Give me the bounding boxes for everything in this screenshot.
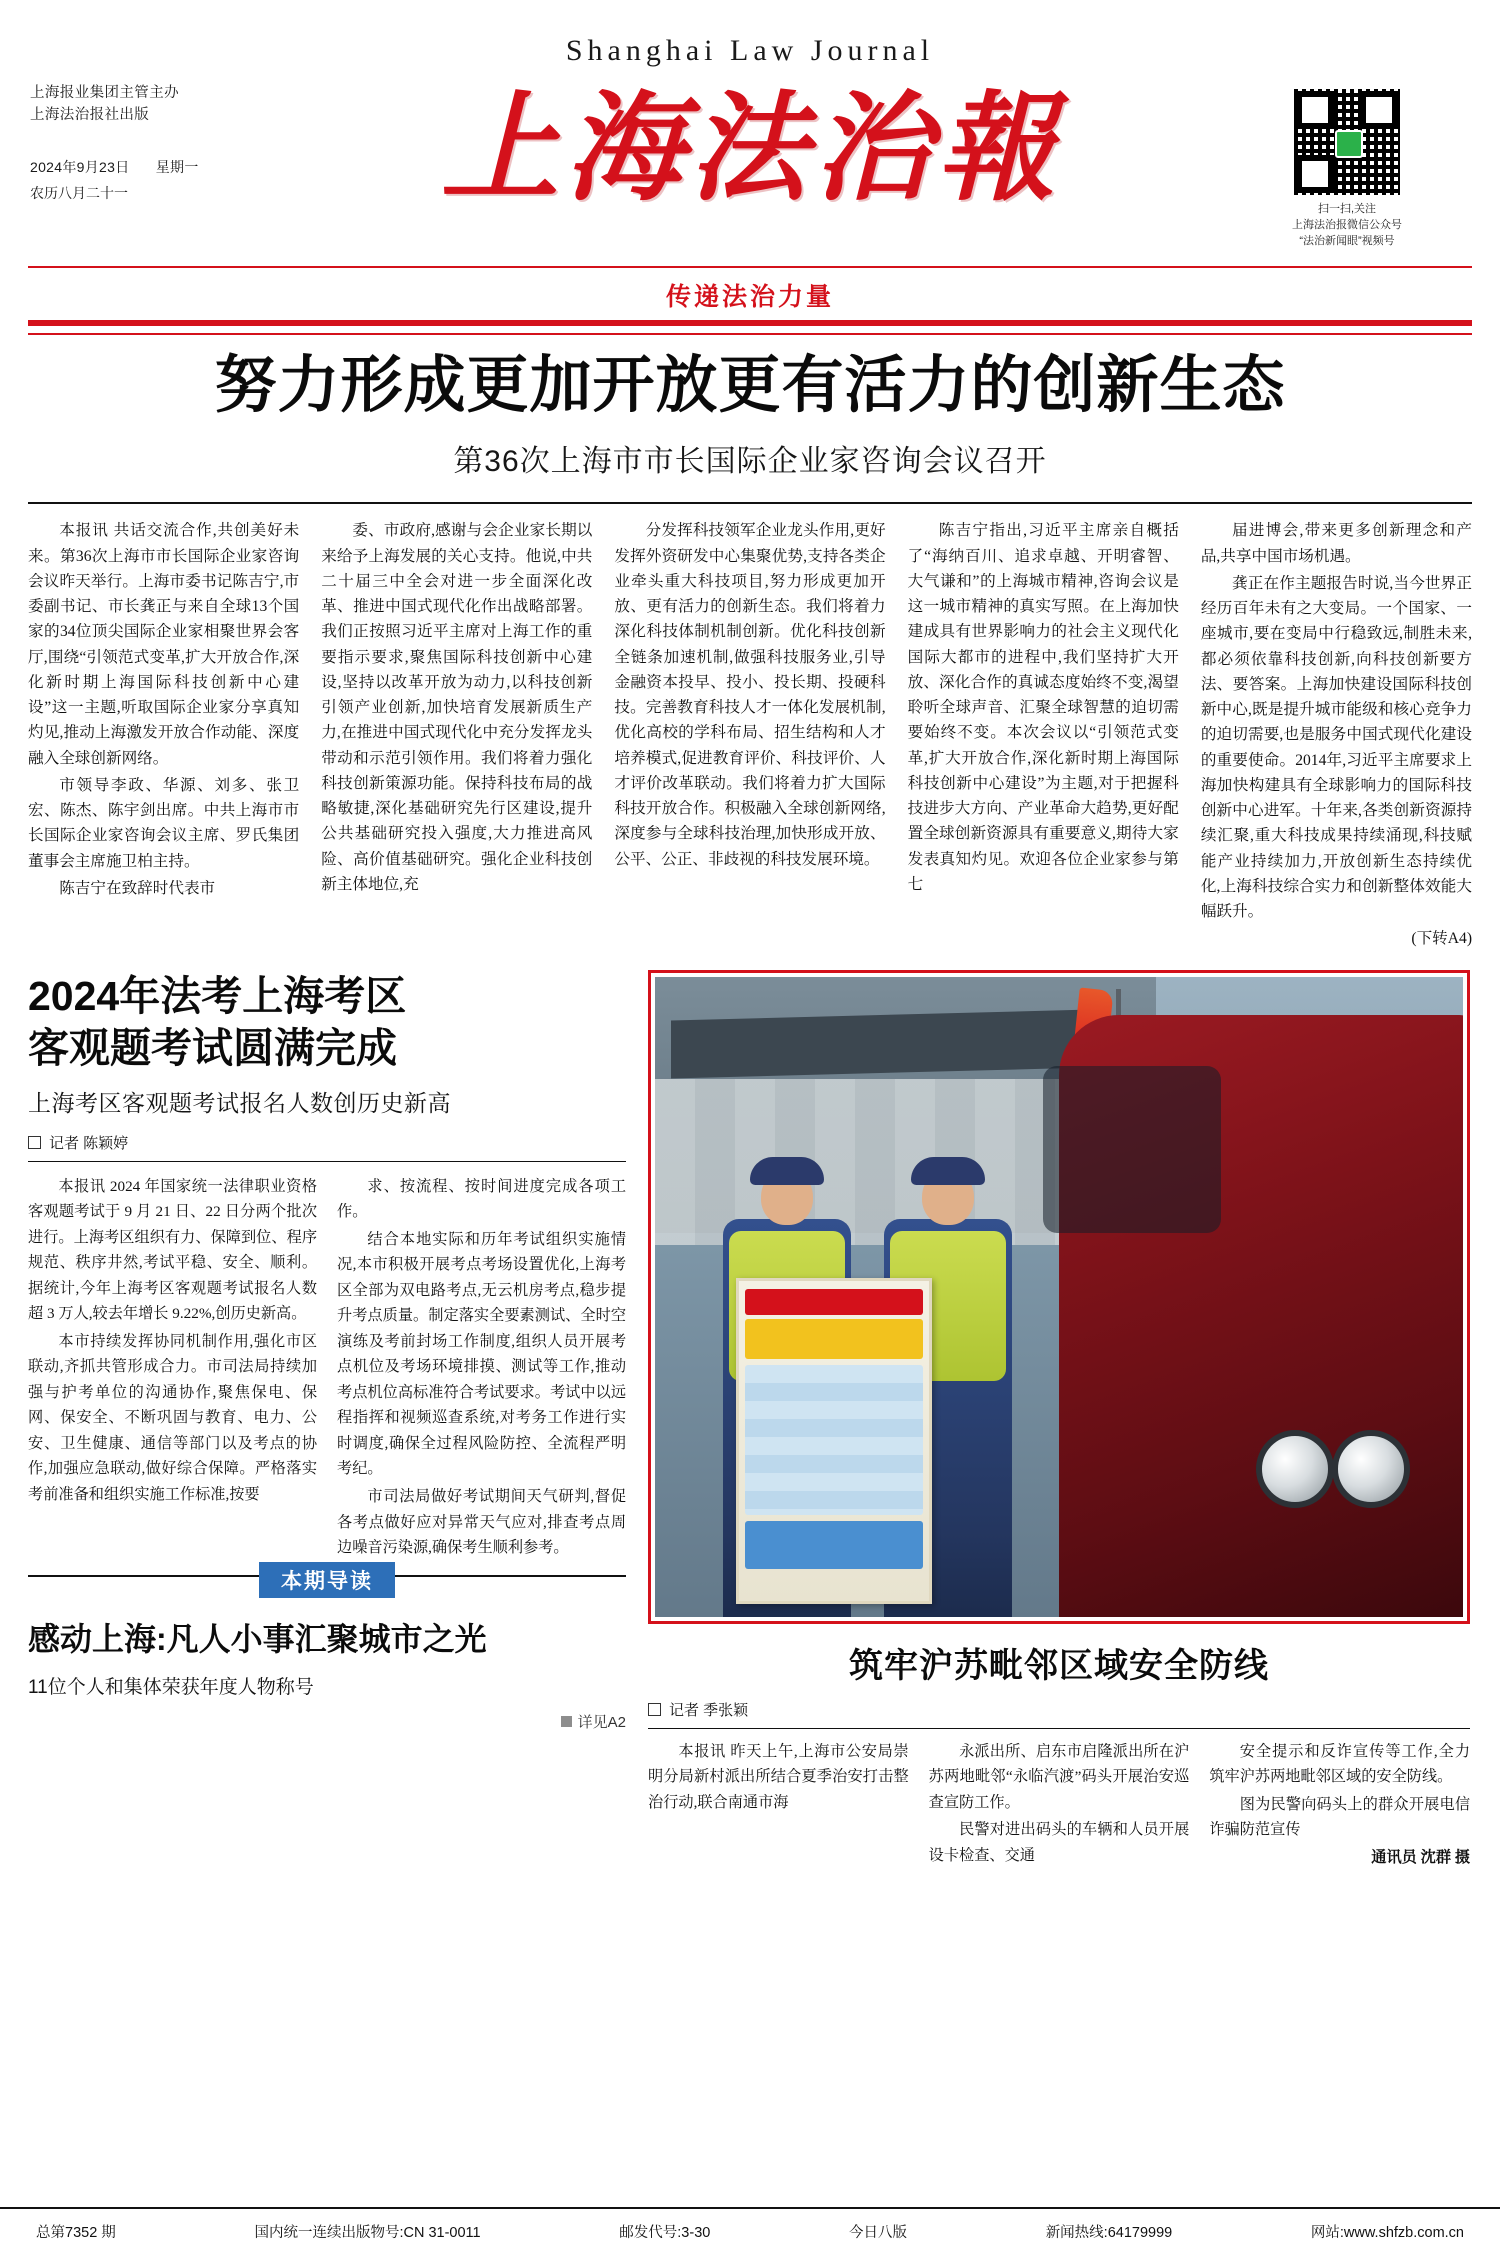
publication-date: 2024年9月23日 [30,158,130,175]
photo-caption: 筑牢沪苏毗邻区域安全防线 [849,1646,1269,1685]
paragraph: 本报讯 共话交流合作,共创美好未来。第36次上海市市长国际企业家咨询会议昨天举行。上海市委书记陈吉宁,市委副书记、市长龚正与来自全球13个国家的34位顶尖国际企业家相聚世界会客厅,围绕“引领范式变革,扩大开放合作,深化新时期上海国际科技创新中心建设”这一主题,听取国际企业家分享真知灼见,推动上海激发开放合作动能、深度融入全球创新网络。 [28,522,300,767]
story-left-headline-line-2: 客观题考试圆满完成 [28,1025,397,1072]
dateline [30,157,280,179]
story-left-columns [28,1174,626,1561]
footer-pages: 今日八版 [849,2224,908,2241]
paragraph: 结合本地实际和历年考试组织实施情况,本市积极开展考点考场设置优化,上海考区全部为双电路考点,无云机房考点,稳步提升考点质量。制定落实全要素测试、全时空演练及考前封场工作制度,组织人员开展考点机位及考场环境排摸、测试等工作,推动考点机位高标准符合考试要求。考试中以远程指挥和视频巡查系统,对考务工作进行实时调度,确保全过程风险防控、全流程严明考纪。 [337,1230,626,1478]
story-left-headline-line-1: 2024年法考上海考区 [28,972,407,1019]
issue-guide-more[interactable] [28,1711,626,1732]
paragraph: 龚正在作主题报告时说,当今世界正经历百年未有之大变局。一个国家、一座城市,要在变局中行稳致远,制胜未来,都必须依靠科技创新,向科技创新要方法、要答案。上海加快建设国际科技创新中心,既是提升城市能级和核心竞争力的迫切需要,也是服务中国式现代化建设的重要使命。2014年,习近平主席要求上海加快构建具有全球影响力的国际科技创新中心进军。十年来,各类创新资源持续汇聚,重大科技成果持续涌现,科技赋能产业持续加力,开放创新生态持续优化,上海科技综合实力和创新整体效能大幅跃升。 [1200,574,1473,921]
paragraph: 图为民警向码头上的群众开展电信诈骗防范宣传 [1209,1795,1471,1839]
divider-under-byline-right [648,1728,1470,1729]
lunar-date: 农历八月二十一 [30,184,128,201]
lead-subheadline: 第36次上海市市长国际企业家咨询会议召开 [453,445,1047,479]
footer-post-code: 邮发代号:3-30 [619,2224,711,2241]
divider-under-byline-left [28,1161,626,1162]
lead-column-5 [1201,518,1472,951]
byline-text: 记者 陈颖婷 [49,1134,129,1152]
continued-marker: (下转A4) [1411,930,1473,948]
anti-fraud-poster [736,1278,932,1604]
story-left [28,970,626,1871]
story-left-column-2 [337,1174,626,1561]
footer-issue: 总第7352 期 [36,2224,116,2241]
paragraph: 本报讯 昨天上午,上海市公安局崇明分局新村派出所结合夏季治安打击整治行动,联合南通市海 [648,1742,909,1811]
paragraph: 民警对进出码头的车辆和人员开展设卡检查、交通 [928,1821,1190,1864]
story-left-byline [28,1132,626,1153]
paragraph: 求、按流程、按时间进度完成各项工作。 [337,1177,626,1221]
publisher-line-1: 上海报业集团主管主办 [30,85,179,101]
english-title: Shanghai Law Journal [565,34,935,67]
story-right-column-1 [648,1739,909,1871]
paragraph: 本市持续发挥协同机制作用,强化市区联动,齐抓共管形成合力。市司法局持续加强与护考单位的沟通协作,聚焦保电、保网、保安全、不断巩固与教育、电力、公安、卫生健康、通信等部门以及考点的协作,加强应急联动,做好综合保障。严格落实考前准备和组织实施工作标准,按要 [28,1332,317,1503]
story-right-columns [648,1739,1470,1871]
slogan: 传递法治力量 [665,283,834,311]
paragraph: 委、市政府,感谢与会企业家长期以来给予上海发展的关心支持。他说,中共二十届三中全会对进一步全面深化改革、推进中国式现代化作出战略部署。我们正按照习近平主席对上海工作的重要指示要求,聚焦国际科技创新中心建设,坚持以改革开放为动力,以科技创新引领产业创新,加快培育发展新质生产力,在推进中国式现代化中充分发挥龙头带动和示范引领作用。我们将着力强化科技创新策源功能。保持科技布局的战略敏捷,深化基础研究先行区建设,提升公共基础研究投入强度,大力推进高风险、高价值基础研究。强化企业科技创新主体地位,充 [321,522,593,893]
byline-marker-icon [648,1703,661,1716]
publisher-line-2: 上海法治报社出版 [30,107,150,124]
paragraph: 本报讯 2024 年国家统一法律职业资格客观题考试于 9 月 21 日、22 日分两个批次进行。上海考区组织有力、保障到位、程序规范、秩序井然,考试平稳、安全、顺利。据统计,今年上海考区客观题考试报名人数超 3 万人,较去年增长 9.22%,创历史新高。 [28,1177,317,1323]
lead-column-2 [321,518,592,951]
masthead [28,68,1472,262]
footer-cn-number: 国内统一连续出版物号:CN 31-0011 [254,2224,481,2241]
byline-text: 记者 季张颖 [669,1701,749,1719]
footer-hotline: 新闻热线:64179999 [1045,2224,1173,2241]
mid-section [28,970,1472,1871]
qr-caption-3: “法治新闻眼”视频号 [1299,234,1395,247]
paragraph: 分发挥科技领军企业龙头作用,更好发挥外资研发中心集聚优势,支持各类企业牵头重大科技项目,努力形成更加开放、更有活力的创新生态。我们将着力深化科技体制机制创新。优化科技创新全链条加速机制,做强科技服务业,引导金融资本投早、投小、投长期、投硬科技。完善教育科技人才一体化发展机制,优化高校的学科布局、招生结构和人才培养模式,促进教育评价、科技评价、人才评价改革联动。我们将着力扩大国际科技开放合作。积极融入全球创新网络,深度参与全球科技治理,加快形成开放、公平、公正、非歧视的科技发展环境。 [614,522,886,868]
newspaper-title: 上海法治報 [440,84,1061,215]
lead-column-1 [28,518,299,951]
paragraph: 市司法局做好考试期间天气研判,督促各考点做好应对异常天气应对,排查考点周边噪音污染源,确保考生顺利参考。 [337,1488,626,1557]
slogan-band [28,268,1472,320]
masthead-publisher-block [28,82,280,204]
page-footer [0,2207,1500,2253]
issue-guide-tab-row [28,1562,626,1598]
qr-caption-2: 上海法治报微信公众号 [1292,218,1402,231]
lead-column-3 [614,518,885,951]
story-left-column-1 [28,1174,317,1561]
paragraph: 陈吉宁指出,习近平主席亲自概括了“海纳百川、追求卓越、开明睿智、大气谦和”的上海城市精神,咨询会议是这一城市精神的真实写照。在上海加快建成具有世界影响力的社会主义现代化国际大都市的进程中,我们坚持扩大开放、深化合作的真诚态度始终不变,渴望聆听全球声音、汇聚全球智慧的迫切需要始终不变。本次会议以“引领范式变革,扩大开放合作,深化新时期上海国际科技创新中心建设”为主题,对于把握科技进步大方向、产业革命大趋势,更好配置全球创新资源具有重要意义,期待大家发表真知灼见。欢迎各位企业家参与第七 [907,522,1179,893]
lead-article-columns [28,504,1472,951]
qr-code-icon[interactable] [1293,88,1401,196]
paragraph: 永派出所、启东市启隆派出所在沪苏两地毗邻“永临汽渡”码头开展治安巡查宣防工作。 [928,1742,1190,1811]
paragraph: 市领导李政、华源、刘多、张卫宏、陈杰、陈宇剑出席。中共上海市市长国际企业家咨询会议主席、罗氏集团董事会主席施卫柏主持。 [28,776,300,870]
lead-column-4 [908,518,1179,951]
paragraph: 安全提示和反诈宣传等工作,全力筑牢沪苏两地毗邻区域的安全防线。 [1209,1742,1471,1786]
story-right [648,970,1470,1871]
lead-headline-block [28,335,1472,486]
byline-marker-icon [28,1136,41,1149]
qr-caption-1: 扫一扫,关注 [1317,203,1377,215]
footer-website[interactable]: 网站:www.shfzb.com.cn [1310,2224,1464,2241]
story-right-byline [648,1699,1470,1720]
issue-guide-more-label: 详见A2 [577,1713,626,1731]
english-title-band [28,0,1472,68]
issue-guide-subtitle: 11位个人和集体荣获年度人物称号 [28,1676,314,1698]
news-photo [655,977,1463,1617]
story-left-subhead: 上海考区客观题考试报名人数创历史新高 [28,1089,451,1116]
issue-guide-box [28,1569,626,1732]
masthead-qr-block [1222,82,1472,250]
issue-guide-title[interactable]: 感动上海:凡人小事汇聚城市之光 [28,1620,487,1657]
issue-guide-tab[interactable]: 本期导读 [259,1562,395,1598]
paragraph: 陈吉宁在致辞时代表市 [59,879,216,897]
page-title: 努力形成更加开放更有活力的创新生态 [214,351,1286,420]
photo-credit: 通讯员 沈群 摄 [1371,1848,1471,1866]
story-right-column-3 [1209,1739,1470,1871]
masthead-title-block [280,76,1222,224]
weekday: 星期一 [155,158,199,175]
paragraph: 届进博会,带来更多创新理念和产品,共享中国市场机遇。 [1200,522,1473,565]
photo-frame [648,970,1470,1624]
square-bullet-icon [561,1716,572,1727]
story-right-column-2 [929,1739,1190,1871]
